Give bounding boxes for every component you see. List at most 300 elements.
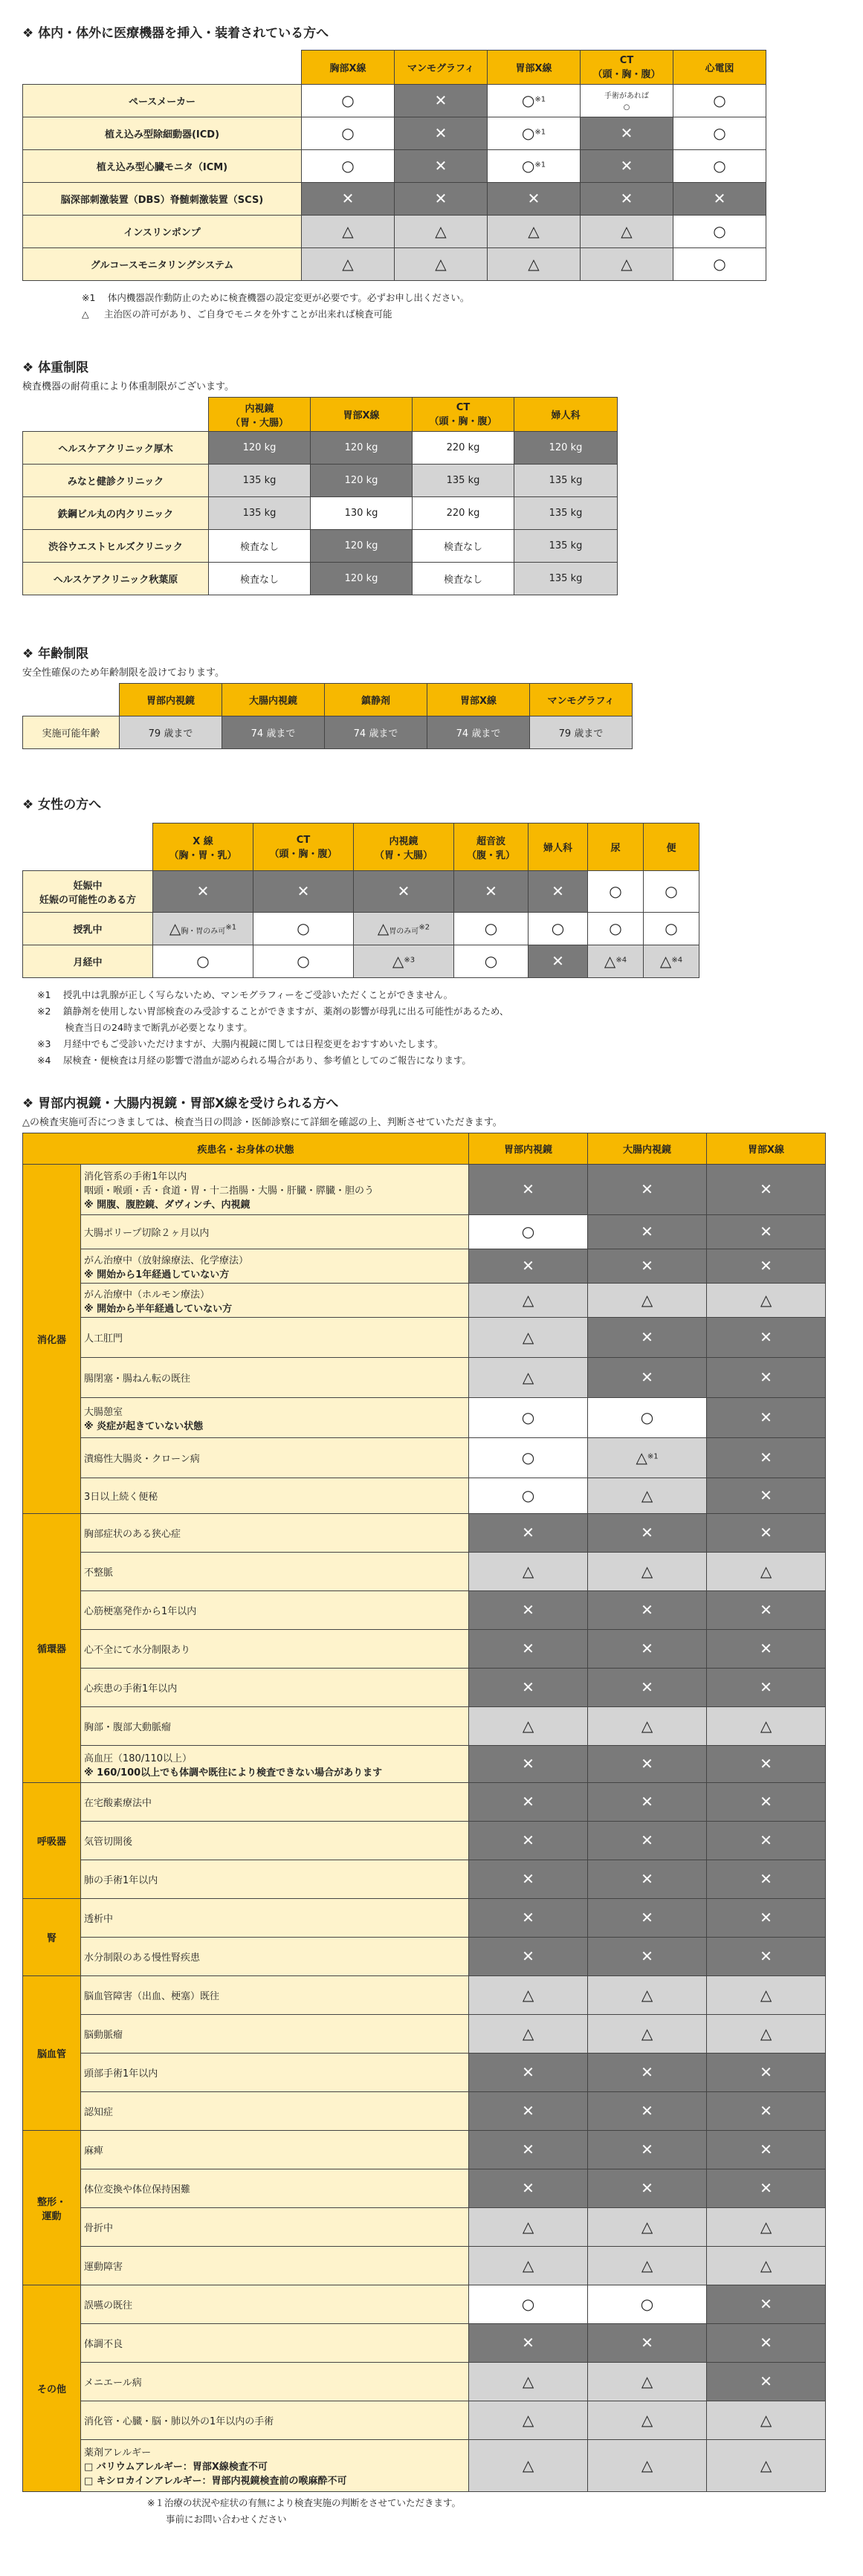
status-symbol: △ bbox=[522, 1368, 534, 1386]
table-row bbox=[23, 1358, 826, 1398]
status-cell bbox=[469, 1478, 588, 1514]
status-symbol: ✕ bbox=[397, 882, 410, 900]
cell-value: 220 kg bbox=[446, 508, 480, 519]
status-cell bbox=[588, 1358, 707, 1398]
status-symbol: △ bbox=[342, 255, 354, 273]
table-row bbox=[23, 1822, 826, 1860]
status-cell bbox=[488, 85, 581, 117]
status-symbol: ✕ bbox=[434, 190, 447, 207]
status-cell bbox=[588, 1860, 707, 1899]
status-cell bbox=[354, 871, 454, 913]
status-symbol: ✕ bbox=[641, 2063, 653, 2081]
status-cell bbox=[588, 1165, 707, 1215]
status-symbol: ○ bbox=[665, 882, 678, 900]
status-cell bbox=[588, 2247, 707, 2285]
cell-value: 120 kg bbox=[242, 442, 277, 453]
status-symbol: ○ bbox=[609, 919, 622, 937]
condition-label bbox=[81, 1358, 469, 1398]
status-symbol: △ bbox=[760, 1986, 772, 2004]
category-label: 整形・ 運動 bbox=[23, 2131, 81, 2285]
status-cell bbox=[469, 1860, 588, 1899]
status-cell bbox=[707, 1860, 826, 1899]
conditions-table bbox=[22, 1133, 826, 2492]
status-symbol: ○ bbox=[196, 952, 210, 970]
status-symbol: ✕ bbox=[522, 1180, 534, 1198]
status-cell bbox=[469, 1591, 588, 1630]
devices-table bbox=[22, 50, 766, 281]
status-symbol: ✕ bbox=[434, 157, 447, 175]
table-row bbox=[23, 530, 618, 563]
status-cell bbox=[469, 1938, 588, 1976]
status-cell bbox=[153, 913, 253, 945]
status-cell bbox=[488, 117, 581, 150]
column-header: X 線 （胸・胃・乳） bbox=[153, 823, 253, 871]
status-symbol: ✕ bbox=[760, 2140, 772, 2158]
status-cell bbox=[469, 2247, 588, 2285]
section-age bbox=[22, 643, 847, 749]
table-row bbox=[23, 2015, 826, 2054]
status-cell bbox=[707, 2324, 826, 2363]
table-row bbox=[23, 1707, 826, 1746]
status-symbol: ✕ bbox=[641, 1257, 653, 1275]
status-symbol: ✕ bbox=[760, 1408, 772, 1426]
status-symbol: ○ bbox=[713, 222, 726, 240]
table-row bbox=[23, 432, 618, 465]
cell-value: 135 kg bbox=[242, 508, 277, 519]
status-cell bbox=[707, 1249, 826, 1284]
status-symbol: △ bbox=[604, 952, 616, 970]
cell-note: 手術があれば ○ bbox=[604, 92, 649, 111]
status-cell bbox=[588, 2092, 707, 2131]
note-line: ※3 月経中でもご受診いただけますが、大腸内視鏡に関しては日程変更をおすすめいたします。 bbox=[37, 1038, 444, 1049]
status-symbol: ✕ bbox=[620, 190, 633, 207]
condition-label bbox=[81, 2054, 469, 2092]
status-cell bbox=[311, 530, 413, 563]
status-cell bbox=[707, 1318, 826, 1358]
status-cell bbox=[588, 2169, 707, 2208]
header-corner bbox=[23, 51, 302, 85]
status-symbol: ✕ bbox=[760, 1180, 772, 1198]
table-row bbox=[23, 216, 766, 248]
status-cell bbox=[588, 2208, 707, 2247]
condition-line: ※ 開腹、腹腔鏡、ダヴィンチ、内視鏡 bbox=[84, 1200, 251, 1211]
status-symbol: ✕ bbox=[760, 2295, 772, 2313]
cell-value: 120 kg bbox=[344, 475, 378, 486]
table-row bbox=[23, 945, 699, 978]
status-cell bbox=[209, 465, 311, 497]
status-symbol: ✕ bbox=[522, 1831, 534, 1849]
footnote-mark: ※2 bbox=[418, 923, 430, 932]
status-cell bbox=[707, 1707, 826, 1746]
row-label: みなと健診クリニック bbox=[23, 465, 209, 497]
status-cell bbox=[427, 716, 530, 749]
status-cell bbox=[581, 117, 673, 150]
status-cell bbox=[413, 465, 514, 497]
condition-label bbox=[81, 1284, 469, 1318]
status-symbol: △ bbox=[392, 952, 404, 970]
status-cell bbox=[153, 871, 253, 913]
category-label: 消化器 bbox=[23, 1165, 81, 1514]
women-table bbox=[22, 823, 699, 978]
status-cell bbox=[707, 1215, 826, 1249]
status-symbol: △ bbox=[641, 2372, 653, 2390]
status-cell bbox=[707, 1976, 826, 2015]
status-cell bbox=[673, 248, 766, 281]
cell-value: 検査なし bbox=[239, 542, 279, 553]
condition-line: 頭部手術1年以内 bbox=[84, 2068, 158, 2080]
condition-label bbox=[81, 1860, 469, 1899]
status-symbol: ✕ bbox=[341, 190, 355, 207]
status-cell bbox=[707, 1669, 826, 1707]
note-line: △ 主治医の許可があり、ご自身でモニタを外すことが出来れば検査可能 bbox=[82, 308, 392, 320]
table-row bbox=[23, 1860, 826, 1899]
status-cell bbox=[302, 248, 395, 281]
status-symbol: ✕ bbox=[641, 1831, 653, 1849]
status-cell bbox=[469, 2131, 588, 2169]
status-cell bbox=[707, 1899, 826, 1938]
condition-line: 高血圧（180/110以上） bbox=[84, 1753, 193, 1764]
status-cell bbox=[588, 1553, 707, 1591]
condition-label bbox=[81, 1478, 469, 1514]
condition-label bbox=[81, 2285, 469, 2324]
condition-line: 麻痺 bbox=[84, 2146, 104, 2157]
cell-value: 130 kg bbox=[344, 508, 378, 519]
status-cell bbox=[707, 1284, 826, 1318]
status-symbol: △ bbox=[522, 2456, 534, 2474]
status-cell bbox=[588, 2401, 707, 2440]
status-cell bbox=[588, 1478, 707, 1514]
status-symbol: ✕ bbox=[641, 1601, 653, 1619]
status-symbol: ○ bbox=[341, 91, 355, 109]
status-symbol: ✕ bbox=[713, 190, 726, 207]
table-row bbox=[23, 2092, 826, 2131]
condition-line: がん治療中（ホルモン療法） bbox=[84, 1289, 210, 1301]
status-symbol: △ bbox=[169, 919, 181, 937]
status-cell bbox=[588, 2285, 707, 2324]
status-symbol: ○ bbox=[521, 1449, 535, 1466]
footnote-mark: ※1 bbox=[534, 128, 546, 137]
status-symbol: △ bbox=[760, 2218, 772, 2236]
status-symbol: ✕ bbox=[760, 1947, 772, 1965]
status-symbol: ✕ bbox=[522, 2140, 534, 2158]
row-label: 授乳中 bbox=[23, 913, 153, 945]
status-cell bbox=[588, 1783, 707, 1822]
column-header: 便 bbox=[644, 823, 699, 871]
status-symbol: △ bbox=[377, 919, 390, 937]
status-cell bbox=[469, 1165, 588, 1215]
status-cell bbox=[302, 85, 395, 117]
status-cell bbox=[588, 1215, 707, 1249]
cell-note: 胸・胃のみ可 bbox=[181, 928, 226, 936]
section-subtitle: 安全性確保のため年齢制限を設けております。 bbox=[22, 667, 224, 679]
status-cell bbox=[454, 945, 529, 978]
status-symbol: ✕ bbox=[760, 1223, 772, 1240]
status-symbol: ✕ bbox=[522, 1909, 534, 1926]
column-header: CT （頭・胸・腹） bbox=[253, 823, 354, 871]
row-label: 月経中 bbox=[23, 945, 153, 978]
status-symbol: ✕ bbox=[641, 1180, 653, 1198]
status-cell bbox=[588, 1318, 707, 1358]
status-cell bbox=[395, 183, 488, 216]
weight-table bbox=[22, 397, 618, 595]
status-cell bbox=[581, 85, 673, 117]
table-row bbox=[23, 1899, 826, 1938]
status-symbol: ✕ bbox=[522, 1640, 534, 1657]
cell-value: 79 歳まで bbox=[558, 728, 604, 740]
status-symbol: ✕ bbox=[760, 1368, 772, 1386]
status-cell bbox=[311, 465, 413, 497]
table-row bbox=[23, 117, 766, 150]
condition-line: メニエール病 bbox=[84, 2378, 142, 2389]
status-cell bbox=[588, 1669, 707, 1707]
status-symbol: ✕ bbox=[522, 1870, 534, 1888]
section-subtitle: 検査機器の耐荷重により体重制限がございます。 bbox=[22, 381, 234, 392]
status-symbol: ✕ bbox=[641, 1328, 653, 1346]
status-symbol: ✕ bbox=[641, 1368, 653, 1386]
status-cell bbox=[707, 1630, 826, 1669]
status-cell bbox=[707, 1438, 826, 1478]
status-cell bbox=[153, 945, 253, 978]
section-devices bbox=[22, 22, 847, 323]
status-symbol: ✕ bbox=[760, 1257, 772, 1275]
cell-value: 135 kg bbox=[242, 475, 277, 486]
table-row bbox=[23, 1938, 826, 1976]
column-header: CT （頭・胸・腹） bbox=[581, 51, 673, 85]
status-cell bbox=[673, 85, 766, 117]
status-symbol: ✕ bbox=[760, 2102, 772, 2120]
status-symbol: △ bbox=[522, 1717, 534, 1735]
status-cell bbox=[673, 117, 766, 150]
cell-value: 検査なし bbox=[443, 575, 482, 586]
status-cell bbox=[311, 563, 413, 595]
status-cell bbox=[469, 1318, 588, 1358]
footnote-mark: ※4 bbox=[615, 956, 627, 965]
cell-value: 220 kg bbox=[446, 442, 480, 453]
status-cell bbox=[529, 913, 588, 945]
condition-line: 消化管系の手術1年以内 bbox=[84, 1171, 187, 1182]
status-cell bbox=[588, 1976, 707, 2015]
status-cell bbox=[469, 1358, 588, 1398]
status-cell bbox=[588, 1591, 707, 1630]
section-weight bbox=[22, 357, 847, 595]
column-header: CT （頭・胸・腹） bbox=[413, 398, 514, 432]
table-row bbox=[23, 716, 633, 749]
status-symbol: △ bbox=[522, 1986, 534, 2004]
status-symbol: △ bbox=[528, 255, 540, 273]
condition-line: 心不全にて水分制限あり bbox=[84, 1645, 191, 1656]
status-cell bbox=[707, 2169, 826, 2208]
status-cell bbox=[469, 2285, 588, 2324]
status-symbol: △ bbox=[528, 222, 540, 240]
status-symbol: ✕ bbox=[760, 1524, 772, 1541]
column-header: 胃部X線 bbox=[488, 51, 581, 85]
status-symbol: ✕ bbox=[760, 2063, 772, 2081]
status-symbol: ✕ bbox=[641, 2334, 653, 2352]
status-symbol: ○ bbox=[521, 157, 535, 175]
condition-label bbox=[81, 2015, 469, 2054]
condition-label bbox=[81, 1783, 469, 1822]
table-row bbox=[23, 1165, 826, 1215]
table-row bbox=[23, 1630, 826, 1669]
status-cell bbox=[469, 2401, 588, 2440]
table-row bbox=[23, 913, 699, 945]
status-cell bbox=[454, 871, 529, 913]
status-symbol: △ bbox=[641, 1986, 653, 2004]
table-row bbox=[23, 1284, 826, 1318]
status-cell bbox=[707, 2363, 826, 2401]
table-row bbox=[23, 2208, 826, 2247]
table-row bbox=[23, 1249, 826, 1284]
status-symbol: ○ bbox=[713, 124, 726, 142]
status-cell bbox=[588, 1438, 707, 1478]
status-symbol: ✕ bbox=[522, 1678, 534, 1696]
cell-value: 120 kg bbox=[549, 442, 583, 453]
status-cell bbox=[469, 1284, 588, 1318]
condition-label bbox=[81, 2440, 469, 2492]
condition-line: 胸部・腹部大動脈瘤 bbox=[84, 1722, 172, 1733]
status-symbol: ○ bbox=[640, 1408, 654, 1426]
row-label: 妊娠中 妊娠の可能性のある方 bbox=[23, 871, 153, 913]
condition-label bbox=[81, 1553, 469, 1591]
status-cell bbox=[253, 871, 354, 913]
status-cell bbox=[413, 563, 514, 595]
status-cell bbox=[588, 913, 644, 945]
status-cell bbox=[469, 1514, 588, 1553]
status-symbol: ○ bbox=[521, 1408, 535, 1426]
condition-label bbox=[81, 1591, 469, 1630]
status-cell bbox=[209, 530, 311, 563]
status-symbol: ○ bbox=[640, 2295, 654, 2313]
condition-line: 消化管・心臓・脳・肺以外の1年以内の手術 bbox=[84, 2416, 274, 2427]
table-row bbox=[23, 2247, 826, 2285]
status-symbol: ✕ bbox=[760, 1601, 772, 1619]
condition-line: □ バリウムアレルギー：胃部X線検査不可 bbox=[84, 2462, 268, 2473]
condition-line: ※ 開始から1年経過していない方 bbox=[84, 1269, 230, 1281]
table-row bbox=[23, 1398, 826, 1438]
status-symbol: ✕ bbox=[760, 1486, 772, 1504]
condition-label bbox=[81, 1165, 469, 1215]
status-cell bbox=[588, 945, 644, 978]
status-symbol: ✕ bbox=[552, 952, 564, 970]
column-header: 内視鏡 （胃・大腸） bbox=[354, 823, 454, 871]
status-symbol: ○ bbox=[297, 919, 310, 937]
status-cell bbox=[395, 216, 488, 248]
status-cell bbox=[588, 2440, 707, 2492]
status-cell bbox=[588, 1284, 707, 1318]
table-row bbox=[23, 2324, 826, 2363]
status-cell bbox=[488, 248, 581, 281]
condition-label bbox=[81, 2169, 469, 2208]
status-cell bbox=[311, 497, 413, 530]
status-cell bbox=[588, 1938, 707, 1976]
status-symbol: ✕ bbox=[641, 1909, 653, 1926]
status-symbol: ✕ bbox=[522, 1947, 534, 1965]
status-cell bbox=[588, 1514, 707, 1553]
column-header: 内視鏡 （胃・大腸） bbox=[209, 398, 311, 432]
status-symbol: ✕ bbox=[760, 1831, 772, 1849]
cell-value: 74 歳まで bbox=[251, 728, 296, 740]
cell-value: 74 歳まで bbox=[353, 728, 398, 740]
status-cell bbox=[644, 871, 699, 913]
status-symbol: ✕ bbox=[760, 1328, 772, 1346]
status-symbol: ○ bbox=[713, 91, 726, 109]
condition-line: 腸閉塞・腸ねん転の既往 bbox=[84, 1373, 191, 1385]
status-cell bbox=[707, 2285, 826, 2324]
condition-label bbox=[81, 2092, 469, 2131]
status-cell bbox=[707, 1514, 826, 1553]
status-cell bbox=[514, 432, 618, 465]
status-cell bbox=[707, 2015, 826, 2054]
cell-value: 135 kg bbox=[446, 475, 480, 486]
status-symbol: ○ bbox=[713, 157, 726, 175]
status-symbol: ○ bbox=[484, 952, 498, 970]
devices-notes bbox=[82, 290, 847, 323]
condition-label bbox=[81, 2324, 469, 2363]
status-symbol: △ bbox=[760, 2025, 772, 2042]
row-label: 植え込み型除細動器(ICD) bbox=[23, 117, 302, 150]
note-line: 検査当日の24時まで断乳が必要となります。 bbox=[37, 1021, 253, 1033]
status-cell bbox=[454, 913, 529, 945]
condition-line: 透析中 bbox=[84, 1914, 114, 1925]
status-symbol: ✕ bbox=[434, 91, 447, 109]
status-cell bbox=[302, 216, 395, 248]
status-cell bbox=[514, 563, 618, 595]
status-cell bbox=[530, 716, 633, 749]
status-cell bbox=[488, 183, 581, 216]
row-label: 植え込み型心臓モニタ（ICM) bbox=[23, 150, 302, 183]
condition-line: 誤嚥の既往 bbox=[84, 2300, 133, 2311]
condition-label bbox=[81, 1514, 469, 1553]
row-label: 渋谷ウエストヒルズクリニック bbox=[23, 530, 209, 563]
section-title: ❖ 胃部内視鏡・大腸内視鏡・胃部X線を受けられる方へ bbox=[22, 1096, 339, 1111]
status-symbol: ✕ bbox=[196, 882, 210, 900]
status-cell bbox=[707, 2401, 826, 2440]
status-symbol: △ bbox=[760, 2456, 772, 2474]
condition-line: 気管切開後 bbox=[84, 1836, 133, 1848]
row-label: グルコースモニタリングシステム bbox=[23, 248, 302, 281]
status-symbol: ✕ bbox=[641, 1640, 653, 1657]
status-cell bbox=[209, 563, 311, 595]
table-row bbox=[23, 85, 766, 117]
column-header: 大腸内視鏡 bbox=[588, 1133, 707, 1165]
status-cell bbox=[581, 216, 673, 248]
category-label: 呼吸器 bbox=[23, 1783, 81, 1899]
table-row bbox=[23, 871, 699, 913]
status-cell bbox=[469, 1899, 588, 1938]
status-symbol: ○ bbox=[484, 919, 498, 937]
status-symbol: ○ bbox=[665, 919, 678, 937]
cell-value: 79 歳まで bbox=[148, 728, 193, 740]
column-header: 鎮静剤 bbox=[325, 684, 427, 716]
condition-line: 体位変換や体位保持困難 bbox=[84, 2184, 191, 2195]
status-cell bbox=[588, 2015, 707, 2054]
status-cell bbox=[395, 85, 488, 117]
table-row bbox=[23, 2363, 826, 2401]
condition-line: がん治療中（放射線療法、化学療法） bbox=[84, 1255, 249, 1266]
column-header: 疾患名・お身体の状態 bbox=[23, 1133, 469, 1165]
status-symbol: ○ bbox=[521, 1486, 535, 1504]
status-cell bbox=[395, 248, 488, 281]
table-row bbox=[23, 1478, 826, 1514]
column-header: 胃部X線 bbox=[707, 1133, 826, 1165]
column-header: 心電図 bbox=[673, 51, 766, 85]
header-row bbox=[23, 398, 618, 432]
status-cell bbox=[469, 1249, 588, 1284]
status-symbol: △ bbox=[760, 2256, 772, 2274]
status-symbol: ✕ bbox=[641, 1678, 653, 1696]
condition-label bbox=[81, 2131, 469, 2169]
row-label: ヘルスケアクリニック厚木 bbox=[23, 432, 209, 465]
